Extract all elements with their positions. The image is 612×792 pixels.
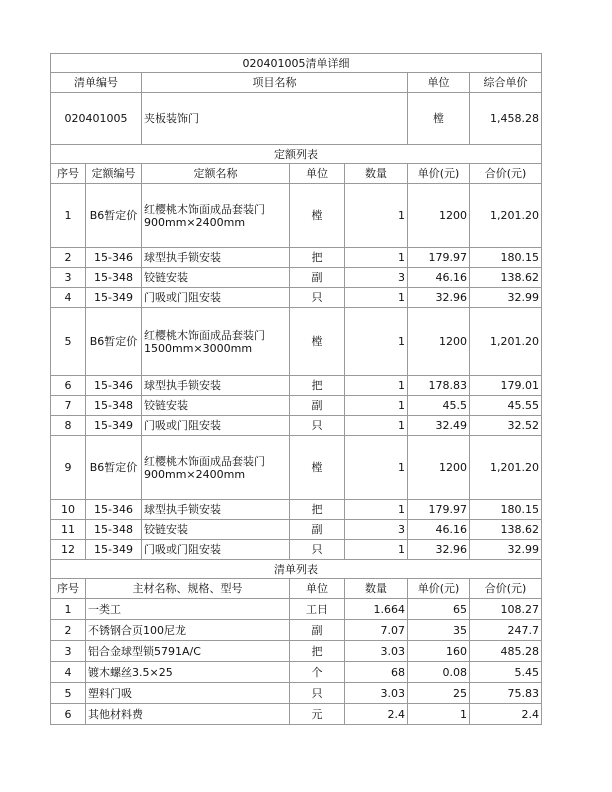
quota-price: 32.49 [408, 416, 470, 436]
bill-header-row [51, 73, 542, 93]
quota-total: 138.62 [470, 268, 542, 288]
quota-code: 15-346 [86, 500, 142, 520]
material-header-row [51, 579, 542, 599]
quota-code: B6暂定价 [86, 308, 142, 376]
quota-qty: 3 [345, 268, 408, 288]
bill-name-header: 项目名称 [142, 73, 408, 93]
quota-seq: 11 [51, 520, 86, 540]
quota-unit-header: 单位 [290, 164, 345, 184]
material-name: 一类工 [86, 599, 290, 620]
bill-price: 1,458.28 [470, 93, 542, 145]
quota-code: B6暂定价 [86, 436, 142, 500]
material-title-row [51, 560, 542, 579]
quota-price: 1200 [408, 436, 470, 500]
quota-total: 32.99 [470, 288, 542, 308]
material-price: 1 [408, 704, 470, 725]
bill-unit-header: 单位 [408, 73, 470, 93]
material-name: 塑料门吸 [86, 683, 290, 704]
material-name: 其他材料费 [86, 704, 290, 725]
quota-unit: 副 [290, 520, 345, 540]
quota-title-row [51, 145, 542, 164]
quota-price: 1200 [408, 308, 470, 376]
material-qty: 2.4 [345, 704, 408, 725]
material-unit: 只 [290, 683, 345, 704]
material-row [51, 704, 542, 725]
material-row [51, 599, 542, 620]
quota-name: 红樱桃木饰面成品套装门900mm×2400mm [142, 184, 290, 248]
quota-qty: 1 [345, 376, 408, 396]
material-price: 160 [408, 641, 470, 662]
quota-name: 门吸或门阻安装 [142, 540, 290, 560]
quota-seq: 2 [51, 248, 86, 268]
bill-row [51, 93, 542, 145]
bill-name: 夹板装饰门 [142, 93, 408, 145]
table-title: 020401005清单详细 [51, 54, 542, 73]
quota-name: 门吸或门阻安装 [142, 416, 290, 436]
quota-name: 球型执手锁安装 [142, 248, 290, 268]
quota-seq: 6 [51, 376, 86, 396]
quota-seq: 1 [51, 184, 86, 248]
material-qty: 7.07 [345, 620, 408, 641]
quota-qty: 1 [345, 288, 408, 308]
quota-price: 179.97 [408, 248, 470, 268]
material-unit: 个 [290, 662, 345, 683]
material-price: 0.08 [408, 662, 470, 683]
quota-unit: 把 [290, 376, 345, 396]
bill-code: 020401005 [51, 93, 142, 145]
material-seq: 6 [51, 704, 86, 725]
material-unit: 把 [290, 641, 345, 662]
quota-price: 1200 [408, 184, 470, 248]
quota-unit: 樘 [290, 184, 345, 248]
title-row [51, 54, 542, 73]
quota-price: 45.5 [408, 396, 470, 416]
quota-price: 179.97 [408, 500, 470, 520]
material-name: 镀木螺丝3.5×25 [86, 662, 290, 683]
quota-qty: 1 [345, 540, 408, 560]
quota-seq: 10 [51, 500, 86, 520]
material-qty: 3.03 [345, 641, 408, 662]
quota-name: 红樱桃木饰面成品套装门900mm×2400mm [142, 436, 290, 500]
material-price-header: 单价(元) [408, 579, 470, 599]
quota-row [51, 396, 542, 416]
material-seq: 2 [51, 620, 86, 641]
quota-qty: 1 [345, 396, 408, 416]
quota-qty: 1 [345, 436, 408, 500]
quota-row [51, 520, 542, 540]
quota-total: 138.62 [470, 520, 542, 540]
material-total: 2.4 [470, 704, 542, 725]
quota-price: 46.16 [408, 520, 470, 540]
bill-price-header: 综合单价 [470, 73, 542, 93]
quota-price-header: 单价(元) [408, 164, 470, 184]
quota-row [51, 500, 542, 520]
material-row [51, 662, 542, 683]
quota-total: 179.01 [470, 376, 542, 396]
quota-code: B6暂定价 [86, 184, 142, 248]
quota-name: 门吸或门阻安装 [142, 288, 290, 308]
material-seq: 1 [51, 599, 86, 620]
quota-unit: 只 [290, 288, 345, 308]
quota-unit: 樘 [290, 436, 345, 500]
quota-name: 红樱桃木饰面成品套装门1500mm×3000mm [142, 308, 290, 376]
quota-qty: 1 [345, 500, 408, 520]
quota-code: 15-346 [86, 376, 142, 396]
quota-code: 15-348 [86, 520, 142, 540]
bill-detail-body [51, 54, 542, 725]
material-total: 485.28 [470, 641, 542, 662]
quota-row [51, 308, 542, 376]
quota-unit: 樘 [290, 308, 345, 376]
material-seq: 4 [51, 662, 86, 683]
quota-row [51, 436, 542, 500]
quota-name: 球型执手锁安装 [142, 500, 290, 520]
quota-name: 铰链安装 [142, 520, 290, 540]
material-total: 75.83 [470, 683, 542, 704]
material-row [51, 620, 542, 641]
material-qty: 68 [345, 662, 408, 683]
quota-row [51, 268, 542, 288]
material-qty: 1.664 [345, 599, 408, 620]
quota-qty: 1 [345, 416, 408, 436]
quota-qty: 1 [345, 308, 408, 376]
quota-seq: 12 [51, 540, 86, 560]
quota-price: 32.96 [408, 540, 470, 560]
material-row [51, 683, 542, 704]
quota-total: 1,201.20 [470, 436, 542, 500]
material-section-title: 清单列表 [51, 560, 542, 579]
quota-unit: 只 [290, 416, 345, 436]
quota-code: 15-346 [86, 248, 142, 268]
quota-price: 178.83 [408, 376, 470, 396]
quota-qty-header: 数量 [345, 164, 408, 184]
bill-code-header: 清单编号 [51, 73, 142, 93]
quota-row [51, 288, 542, 308]
quota-seq-header: 序号 [51, 164, 86, 184]
quota-seq: 8 [51, 416, 86, 436]
quota-name-header: 定额名称 [142, 164, 290, 184]
quota-code: 15-349 [86, 416, 142, 436]
material-total: 247.7 [470, 620, 542, 641]
material-qty-header: 数量 [345, 579, 408, 599]
quota-name: 铰链安装 [142, 396, 290, 416]
quota-seq: 9 [51, 436, 86, 500]
quota-code-header: 定额编号 [86, 164, 142, 184]
material-unit: 副 [290, 620, 345, 641]
quota-section-title: 定额列表 [51, 145, 542, 164]
quota-row [51, 540, 542, 560]
quota-unit: 副 [290, 268, 345, 288]
material-price: 35 [408, 620, 470, 641]
quota-code: 15-349 [86, 288, 142, 308]
quota-qty: 1 [345, 184, 408, 248]
quota-code: 15-349 [86, 540, 142, 560]
material-qty: 3.03 [345, 683, 408, 704]
material-unit: 工日 [290, 599, 345, 620]
quota-unit: 副 [290, 396, 345, 416]
material-price: 65 [408, 599, 470, 620]
bill-unit: 樘 [408, 93, 470, 145]
quota-unit: 把 [290, 500, 345, 520]
quota-total: 1,201.20 [470, 308, 542, 376]
quota-row [51, 376, 542, 396]
quota-price: 32.96 [408, 288, 470, 308]
material-total: 5.45 [470, 662, 542, 683]
material-seq: 5 [51, 683, 86, 704]
material-unit: 元 [290, 704, 345, 725]
quota-price: 46.16 [408, 268, 470, 288]
quota-total: 32.52 [470, 416, 542, 436]
quota-unit: 只 [290, 540, 345, 560]
quota-seq: 4 [51, 288, 86, 308]
quota-total-header: 合价(元) [470, 164, 542, 184]
quota-seq: 7 [51, 396, 86, 416]
quota-total: 1,201.20 [470, 184, 542, 248]
material-name-header: 主材名称、规格、型号 [86, 579, 290, 599]
material-unit-header: 单位 [290, 579, 345, 599]
quota-row [51, 416, 542, 436]
material-name: 铝合金球型锁5791A/C [86, 641, 290, 662]
quota-code: 15-348 [86, 396, 142, 416]
quota-total: 32.99 [470, 540, 542, 560]
quota-seq: 5 [51, 308, 86, 376]
quota-unit: 把 [290, 248, 345, 268]
quota-seq: 3 [51, 268, 86, 288]
quota-name: 铰链安装 [142, 268, 290, 288]
quota-name: 球型执手锁安装 [142, 376, 290, 396]
bill-detail-table [50, 53, 542, 725]
material-price: 25 [408, 683, 470, 704]
quota-code: 15-348 [86, 268, 142, 288]
material-row [51, 641, 542, 662]
quota-total: 45.55 [470, 396, 542, 416]
material-total-header: 合价(元) [470, 579, 542, 599]
quota-total: 180.15 [470, 500, 542, 520]
quota-header-row [51, 164, 542, 184]
quota-qty: 3 [345, 520, 408, 540]
material-seq: 3 [51, 641, 86, 662]
quota-row [51, 184, 542, 248]
material-seq-header: 序号 [51, 579, 86, 599]
material-total: 108.27 [470, 599, 542, 620]
quota-row [51, 248, 542, 268]
quota-qty: 1 [345, 248, 408, 268]
material-name: 不锈钢合页100尼龙 [86, 620, 290, 641]
quota-total: 180.15 [470, 248, 542, 268]
